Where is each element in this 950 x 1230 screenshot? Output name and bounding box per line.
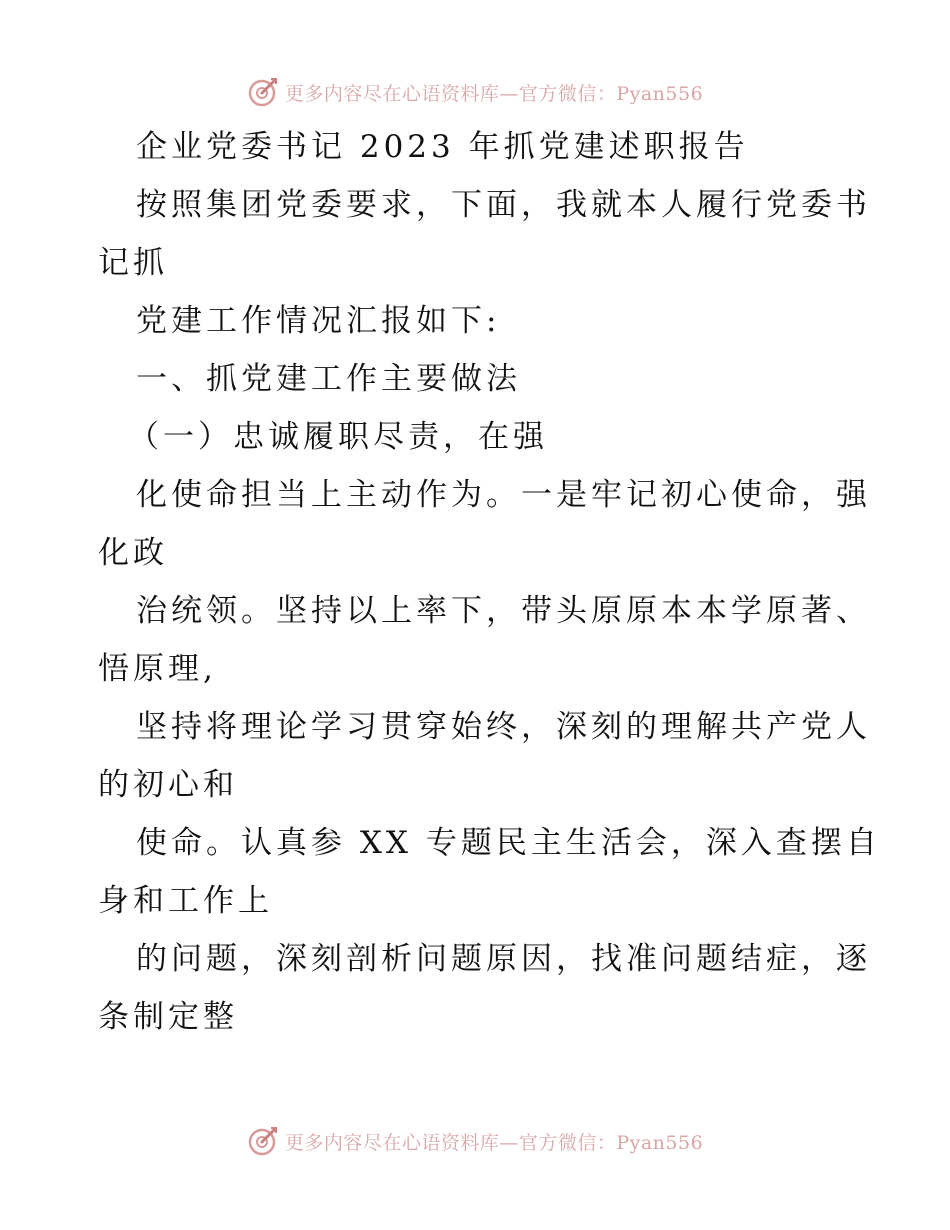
document-body — [98, 125, 881, 1053]
paragraph-line: 治统领。坚持以上率下，带头原原本本学原著、 — [136, 593, 871, 629]
watermark-text: 更多内容尽在心语资料库—官方微信：Pyan556 — [284, 82, 704, 105]
paragraph-line: 身和工作上 — [98, 883, 273, 919]
paragraph-line: 记抓 — [98, 245, 168, 281]
section-heading: 一、抓党建工作主要做法 — [136, 361, 521, 397]
header-watermark — [0, 72, 950, 112]
document-title: 企业党委书记 2023 年抓党建述职报告 — [136, 129, 749, 165]
paragraph-line: 悟原理, — [98, 651, 217, 687]
watermark-logo-icon — [247, 1125, 279, 1157]
watermark-text: 更多内容尽在心语资料库—官方微信：Pyan556 — [284, 1131, 704, 1154]
paragraph-line: 的问题，深刻剖析问题原因，找准问题结症，逐 — [136, 941, 871, 977]
paragraph-line: 化使命担当上主动作为。一是牢记初心使命，强 — [136, 477, 871, 513]
paragraph-line: 化政 — [98, 535, 168, 571]
paragraph-line: 的初心和 — [98, 767, 238, 803]
paragraph-line: 使命。认真参 XX 专题民主生活会，深入查摆自 — [136, 825, 881, 861]
subsection-heading: （一）忠诚履职尽责，在强 — [128, 419, 548, 455]
paragraph-line: 党建工作情况汇报如下: — [136, 303, 501, 339]
watermark-logo-icon — [247, 76, 279, 108]
footer-watermark — [0, 1121, 950, 1161]
paragraph-line: 坚持将理论学习贯穿始终，深刻的理解共产党人 — [136, 709, 871, 745]
paragraph-line: 按照集团党委要求，下面，我就本人履行党委书 — [136, 187, 871, 223]
paragraph-line: 条制定整 — [98, 999, 238, 1035]
